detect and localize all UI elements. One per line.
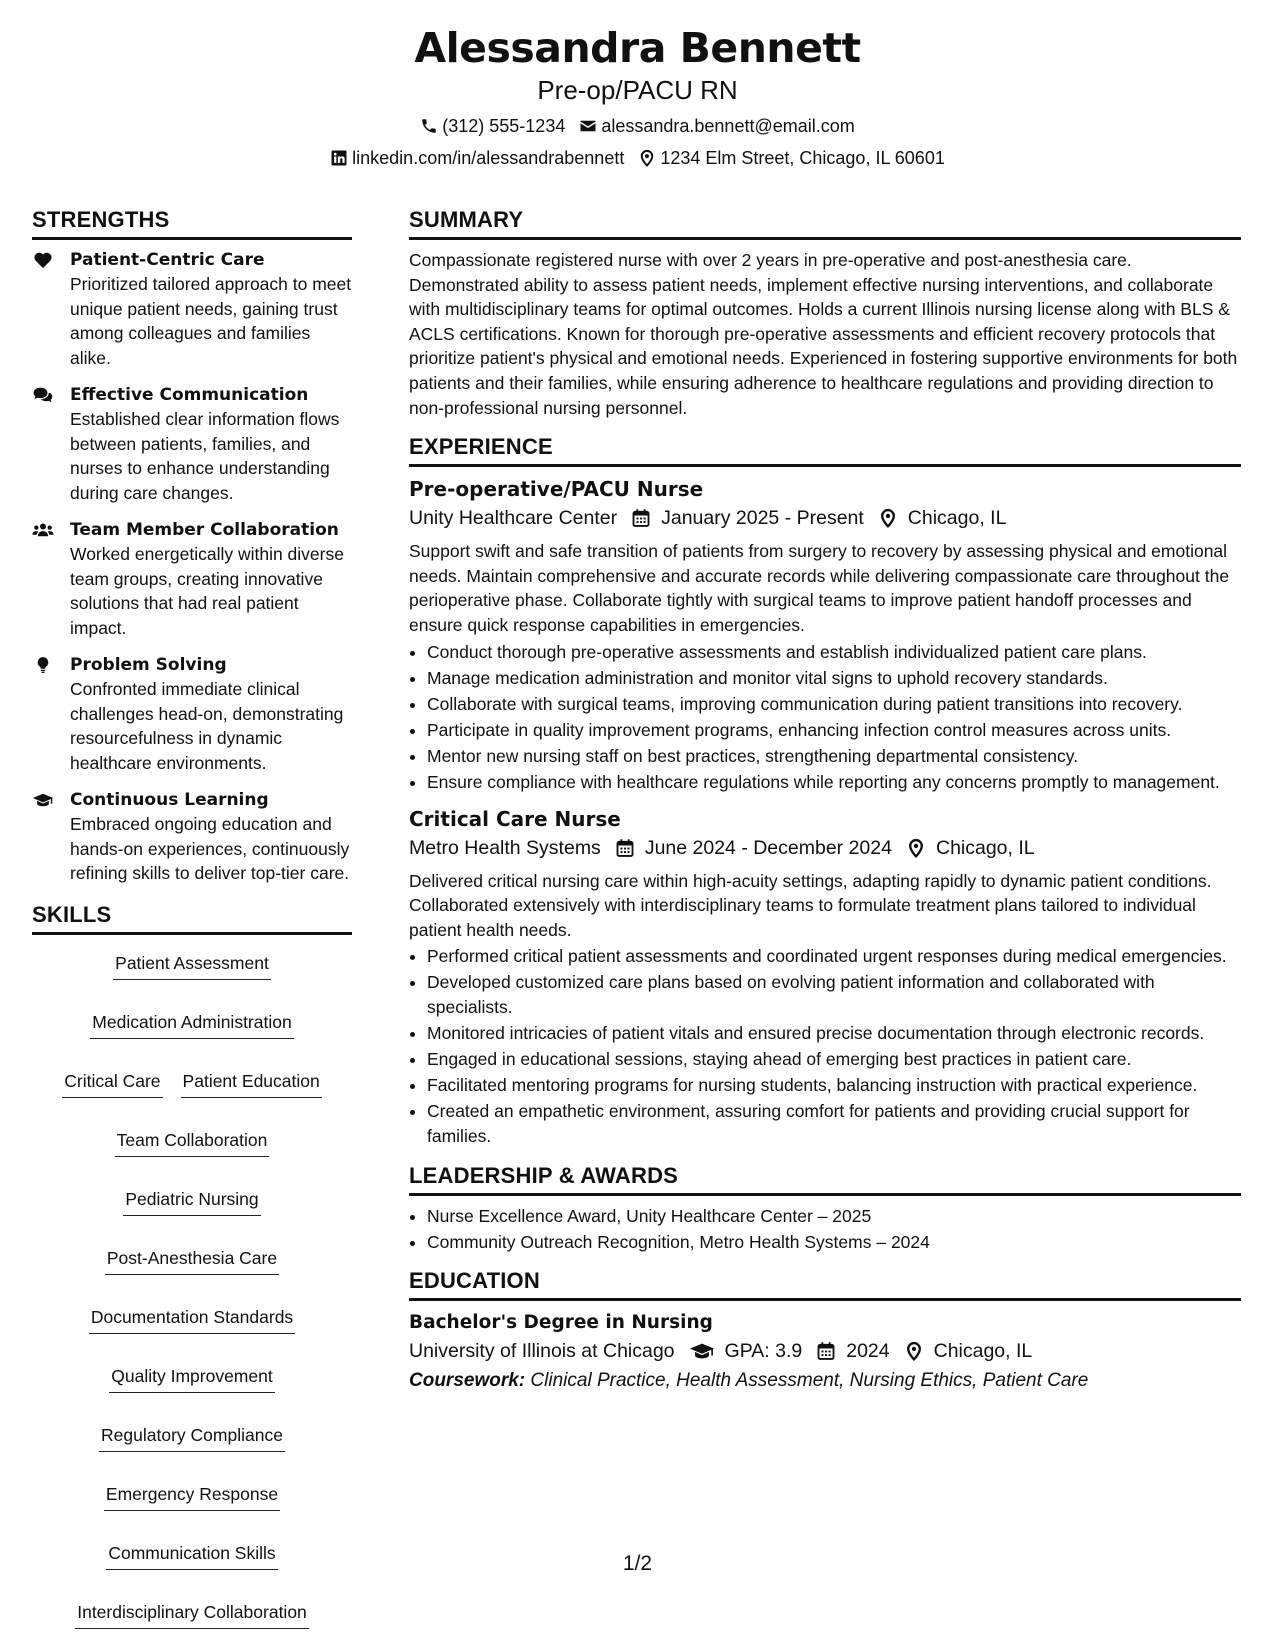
summary-section bbox=[409, 205, 1241, 420]
phone-text: (312) 555-1234 bbox=[442, 116, 566, 136]
leadership-list bbox=[409, 1204, 1241, 1255]
page-number: 1/2 bbox=[622, 1552, 653, 1575]
education-meta bbox=[409, 1336, 1241, 1366]
map-pin-icon bbox=[904, 1341, 924, 1361]
strengths-heading: STRENGTHS bbox=[32, 205, 352, 240]
education-coursework bbox=[409, 1366, 1241, 1396]
job-meta bbox=[409, 503, 1241, 533]
job-bullet: • Manage medication administration and monitor vital signs to uphold recovery standards. bbox=[427, 666, 1241, 691]
job-location: Chicago, IL bbox=[935, 836, 1035, 859]
job-location: Chicago, IL bbox=[907, 507, 1007, 530]
job-title: Pre-operative/PACU Nurse bbox=[409, 477, 704, 502]
job-bullet: • Engaged in educational sessions, staying ahead of emerging best practices in patient care. bbox=[427, 1047, 1241, 1072]
strength-desc: Established clear information flows between patients, families, and nurses to enhance understanding during care changes. bbox=[70, 409, 340, 503]
education-school: University of Illinois at Chicago bbox=[409, 1340, 675, 1363]
skills-heading: SKILLS bbox=[32, 900, 352, 935]
skill-tag: Patient Assessment bbox=[113, 951, 271, 980]
strength-title: Team Member Collaboration bbox=[70, 520, 339, 540]
job-description: Support swift and safe transition of patients from surgery to recovery by assessing physical and emotional needs. Maintain comprehensive and accurate records while delivering compassionate care throughout the perioperative phase. Collaborate tightly with surgical teams to improve patient handoff processes and ensure quick response capabilities in emergencies. bbox=[409, 541, 1230, 635]
strength-desc: Embraced ongoing education and hands-on experiences, continuously refining skills to deliver top-tier care. bbox=[70, 814, 350, 883]
contact-phone bbox=[420, 115, 565, 137]
job-bullet: • Mentor new nursing staff on best practices, strengthening departmental consistency. bbox=[427, 744, 1241, 769]
skill-tag: Regulatory Compliance bbox=[99, 1423, 285, 1452]
summary-text: Compassionate registered nurse with over 2 years in pre-operative and post-anesthesia care. Demonstrated ability to assess patient needs, implement effective nursing interventions, and collaborate with multidisciplinary teams for optimal outcomes. Holds a current Illinois nursing license along with BLS & ACLS certifications. Known for thorough pre-operative assessments and efficient recovery protocols that prioritize patient's physical and emotional needs. Experienced in fostering supportive environments for both patients and their families, while ensuring adherence to healthcare regulations and providing direction to non-professional nursing personnel. bbox=[409, 250, 1238, 418]
experience-heading: EXPERIENCE bbox=[409, 432, 1241, 467]
skill-tag: Interdisciplinary Collaboration bbox=[75, 1600, 309, 1629]
left-column bbox=[32, 205, 352, 1629]
heart-icon bbox=[32, 251, 54, 269]
comments-icon bbox=[32, 386, 54, 404]
candidate-name: Alessandra Bennett bbox=[414, 24, 861, 72]
job-bullets bbox=[409, 944, 1241, 1148]
job-bullet: • Performed critical patient assessments and coordinated urgent responses during medical emergencies. bbox=[427, 944, 1241, 969]
job-bullet: • Collaborate with surgical teams, improving communication during patient transitions into recovery. bbox=[427, 692, 1241, 717]
strength-title: Continuous Learning bbox=[70, 790, 269, 810]
skill-tag: Medication Administration bbox=[90, 1010, 293, 1039]
skill-tag: Documentation Standards bbox=[89, 1305, 295, 1334]
strength-item bbox=[32, 788, 352, 886]
job-company: Metro Health Systems bbox=[409, 836, 601, 859]
job-title: Critical Care Nurse bbox=[409, 806, 621, 831]
skill-tag: Critical Care bbox=[62, 1069, 162, 1098]
graduation-cap-icon bbox=[689, 1341, 715, 1361]
summary-heading: SUMMARY bbox=[409, 205, 1241, 240]
job-dates: January 2025 - Present bbox=[661, 507, 864, 530]
candidate-title: Pre-op/PACU RN bbox=[537, 75, 738, 105]
experience-section bbox=[409, 432, 1241, 1148]
award-item: • Community Outreach Recognition, Metro Health Systems – 2024 bbox=[427, 1230, 1241, 1255]
coursework-text: Clinical Practice, Health Assessment, Nursing Ethics, Patient Care bbox=[530, 1370, 1089, 1392]
job-bullet: • Monitored intricacies of patient vitals and ensured precise documentation through electronic records. bbox=[427, 1021, 1241, 1046]
education-degree: Bachelor's Degree in Nursing bbox=[409, 1312, 713, 1334]
job-description: Delivered critical nursing care within high-acuity settings, adapting rapidly to dynamic patient conditions. Collaborated extensively with interdisciplinary teams to formulate treatment plans tailored to individual patient health needs. bbox=[409, 870, 1212, 940]
skill-tag: Pediatric Nursing bbox=[123, 1187, 260, 1216]
calendar-icon bbox=[615, 838, 635, 858]
award-item: • Nurse Excellence Award, Unity Healthcare Center – 2025 bbox=[427, 1204, 1241, 1229]
job-meta bbox=[409, 833, 1241, 863]
education-location: Chicago, IL bbox=[933, 1340, 1033, 1363]
job-bullet: • Facilitated mentoring programs for nursing students, balancing instruction with practical experience. bbox=[427, 1073, 1241, 1098]
strength-desc: Worked energetically within diverse team groups, creating innovative solutions that had real patient impact. bbox=[70, 544, 344, 638]
contact-linkedin[interactable] bbox=[330, 147, 624, 169]
address-text: 1234 Elm Street, Chicago, IL 60601 bbox=[660, 148, 945, 168]
strength-title: Patient-Centric Care bbox=[70, 250, 265, 270]
skill-tag: Emergency Response bbox=[104, 1482, 280, 1511]
education-section bbox=[409, 1266, 1241, 1396]
strength-desc: Confronted immediate clinical challenges head-on, demonstrating resourcefulness in dynamic healthcare environments. bbox=[70, 679, 344, 773]
map-pin-icon bbox=[906, 838, 926, 858]
contact-address bbox=[638, 147, 945, 169]
phone-icon bbox=[420, 117, 438, 135]
job-entry bbox=[409, 805, 1241, 1149]
map-pin-icon bbox=[638, 149, 656, 167]
job-bullet: • Conduct thorough pre-operative assessments and establish individualized patient care plans. bbox=[427, 640, 1241, 665]
linkedin-text[interactable]: linkedin.com/in/alessandrabennett bbox=[352, 148, 625, 168]
strength-item bbox=[32, 653, 352, 775]
education-heading: EDUCATION bbox=[409, 1266, 1241, 1301]
skill-tag: Patient Education bbox=[181, 1069, 322, 1098]
calendar-icon bbox=[631, 508, 651, 528]
linkedin-icon bbox=[330, 149, 348, 167]
calendar-icon bbox=[816, 1341, 836, 1361]
skill-tag: Quality Improvement bbox=[109, 1364, 274, 1393]
right-column bbox=[409, 205, 1241, 1404]
contact-row-1 bbox=[0, 115, 1275, 137]
coursework-label: Coursework: bbox=[409, 1370, 526, 1392]
job-entry bbox=[409, 475, 1241, 794]
contact-email[interactable] bbox=[579, 115, 854, 137]
lightbulb-icon bbox=[32, 656, 54, 674]
contact-row-2 bbox=[0, 147, 1275, 169]
strength-item bbox=[32, 518, 352, 640]
skill-tag: Post-Anesthesia Care bbox=[105, 1246, 279, 1275]
skills-list bbox=[32, 943, 352, 1629]
job-company: Unity Healthcare Center bbox=[409, 507, 618, 530]
leadership-heading: LEADERSHIP & AWARDS bbox=[409, 1161, 1241, 1196]
envelope-icon bbox=[579, 117, 597, 135]
users-icon bbox=[32, 521, 54, 539]
job-bullet: • Created an empathetic environment, assuring comfort for patients and providing crucial support for families. bbox=[427, 1099, 1241, 1148]
resume-header bbox=[0, 22, 1275, 169]
strength-item bbox=[32, 248, 352, 370]
job-bullet: • Participate in quality improvement programs, enhancing infection control measures across units. bbox=[427, 718, 1241, 743]
job-bullets bbox=[409, 640, 1241, 795]
job-bullet: • Ensure compliance with healthcare regulations while reporting any concerns promptly to management. bbox=[427, 770, 1241, 795]
map-pin-icon bbox=[878, 508, 898, 528]
education-gpa: GPA: 3.9 bbox=[724, 1340, 803, 1363]
strength-title: Effective Communication bbox=[70, 385, 309, 405]
leadership-section bbox=[409, 1161, 1241, 1255]
skill-tag: Team Collaboration bbox=[115, 1128, 270, 1157]
job-bullet: • Developed customized care plans based on evolving patient information and collaborated with specialists. bbox=[427, 970, 1241, 1019]
strength-item bbox=[32, 383, 352, 505]
strength-title: Problem Solving bbox=[70, 655, 227, 675]
email-text[interactable]: alessandra.bennett@email.com bbox=[601, 116, 855, 136]
graduation-cap-icon bbox=[32, 791, 54, 809]
job-dates: June 2024 - December 2024 bbox=[644, 836, 892, 859]
education-year: 2024 bbox=[846, 1340, 890, 1363]
skills-section bbox=[32, 900, 352, 1629]
skill-tag: Communication Skills bbox=[106, 1541, 277, 1570]
strength-desc: Prioritized tailored approach to meet unique patient needs, gaining trust among colleagues and families alike. bbox=[70, 274, 352, 368]
